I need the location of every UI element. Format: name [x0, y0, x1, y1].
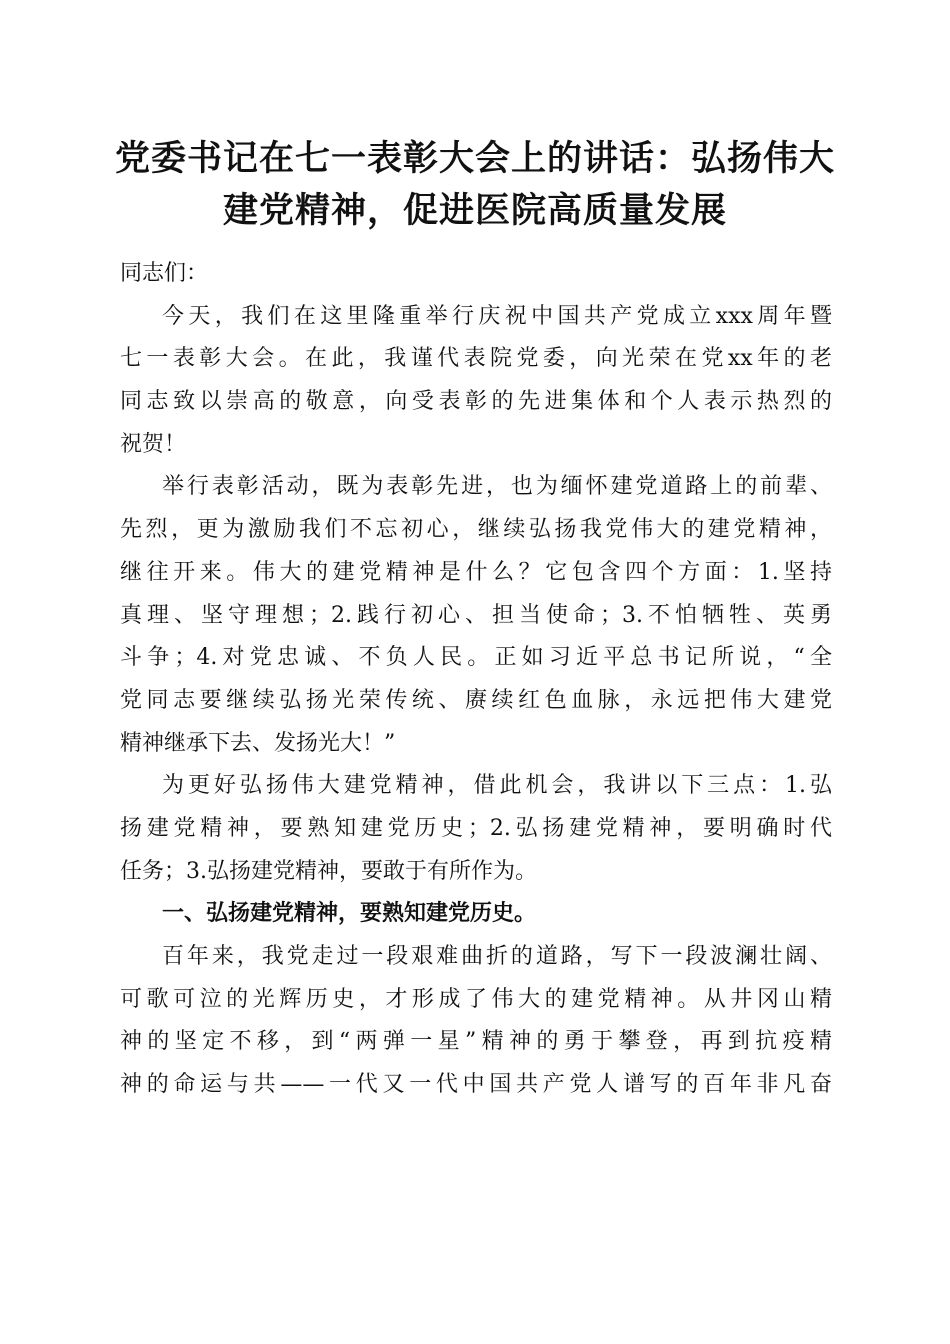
paragraph-line: 可歌可泣的光辉历史，才形成了伟大的建党精神。从井冈山精	[120, 986, 832, 1012]
paragraph-line: 斗争；4.对党忠诚、不负人民。正如习近平总书记所说，“全	[120, 645, 832, 671]
paragraph-line: 先烈，更为激励我们不忘初心，继续弘扬我党伟大的建党精神，	[120, 517, 832, 543]
section-heading-1: 一、弘扬建党精神，要熟知建党历史。	[162, 901, 537, 927]
paragraph-1	[120, 296, 832, 467]
title-line-2: 建党精神，促进医院高质量发展	[222, 190, 727, 231]
document-title	[100, 133, 850, 237]
paragraph-line: 扬建党精神，要熟知建党历史；2.弘扬建党精神，要明确时代	[120, 815, 832, 841]
paragraph-line: 今天，我们在这里隆重举行庆祝中国共产党成立xxx周年暨	[162, 303, 832, 329]
paragraph-2	[120, 466, 832, 765]
salutation: 同志们：	[120, 261, 209, 286]
paragraph-line: 党同志要继续弘扬光荣传统、赓续红色血脉，永远把伟大建党	[120, 687, 832, 713]
paragraph-line: 任务；3.弘扬建党精神，要敢于有所作为。	[120, 858, 537, 884]
paragraph-line: 祝贺！	[120, 431, 187, 457]
paragraph-4	[120, 936, 832, 1107]
paragraph-line: 七一表彰大会。在此，我谨代表院党委，向光荣在党xx年的老	[120, 346, 832, 372]
paragraph-line: 为更好弘扬伟大建党精神，借此机会，我讲以下三点：1.弘	[162, 773, 832, 799]
paragraph-line: 举行表彰活动，既为表彰先进，也为缅怀建党道路上的前辈、	[162, 474, 832, 500]
paragraph-line: 神的命运与共——一代又一代中国共产党人谱写的百年非凡奋	[120, 1072, 832, 1098]
paragraph-line: 真理、坚守理想；2.践行初心、担当使命；3.不怕牺牲、英勇	[120, 602, 832, 628]
paragraph-line: 继往开来。伟大的建党精神是什么？它包含四个方面：1.坚持	[120, 559, 832, 585]
paragraph-3	[120, 765, 832, 893]
title-line-1: 党委书记在七一表彰大会上的讲话：弘扬伟大	[114, 138, 835, 179]
paragraph-line: 百年来，我党走过一段艰难曲折的道路，写下一段波澜壮阔、	[162, 944, 832, 969]
document-body	[120, 253, 832, 1107]
paragraph-line: 神的坚定不移，到“两弹一星”精神的勇于攀登，再到抗疫精	[120, 1029, 832, 1055]
paragraph-line: 同志致以崇高的敬意，向受表彰的先进集体和个人表示热烈的	[120, 389, 832, 415]
paragraph-line: 精神继承下去、发扬光大！”	[120, 730, 396, 756]
